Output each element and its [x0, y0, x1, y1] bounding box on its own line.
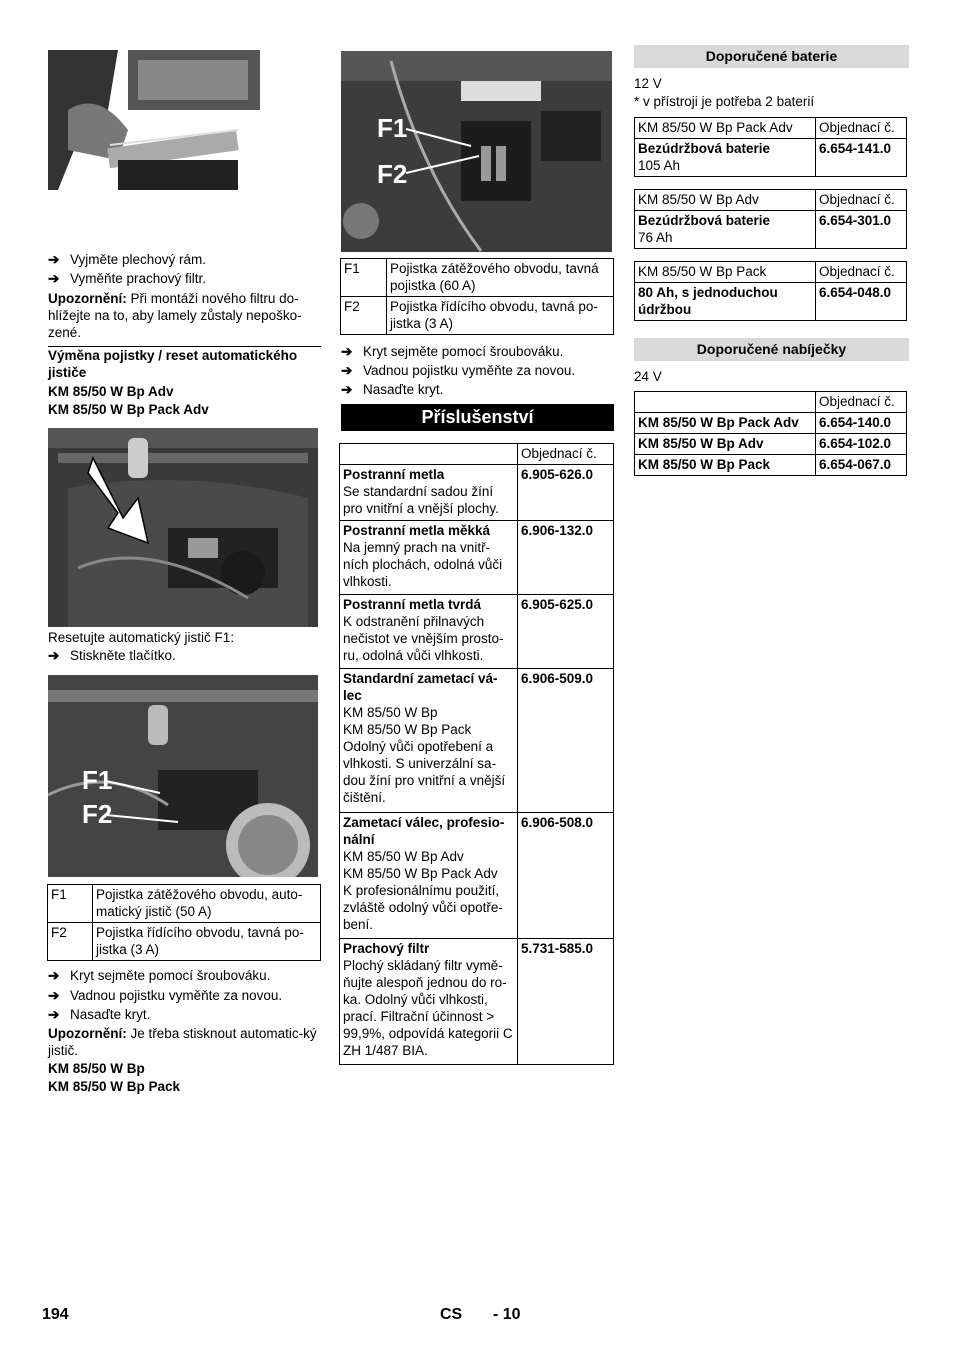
arrow-right-icon: ➔: [341, 382, 353, 397]
table-row: Standardní zametací vá-lec KM 85/50 W Bp KM 85/50 W Bp Pack Odolný vůči opotřebení a vlhkosti. S univerzální sa-dou žíní pro vnitřní a vnější čištění. 6.906-509.0: [340, 669, 614, 813]
fuse-table: [340, 258, 614, 335]
model-label: KM 85/50 W Bp Pack Adv: [48, 402, 209, 417]
step: ➔ Vyjměte plechový rám.: [48, 252, 207, 267]
f2-photo-label: F2: [82, 799, 113, 829]
arrow-right-icon: ➔: [341, 344, 353, 359]
model-label: KM 85/50 W Bp: [48, 1061, 145, 1076]
battery-table: KM 85/50 W Bp Adv Objednací č. Bezúdržbová baterie 76 Ah 6.654-301.0: [634, 189, 907, 249]
table-row: KM 85/50 W Bp Adv 6.654-102.0: [635, 434, 907, 455]
table-row: F2 Pojistka řídícího obvodu, tavná po-jistka (3 A): [341, 297, 614, 335]
table-row: F1 Pojistka zátěžového obvodu, tavná pojistka (60 A): [341, 259, 614, 297]
reset-text: Resetujte automatický jistič F1:: [48, 630, 235, 645]
charger-table: Objednací č. KM 85/50 W Bp Pack Adv 6.654-140.0 KM 85/50 W Bp Adv 6.654-102.0 KM 85/50 W Bp Pack 6.654-067.0: [634, 391, 907, 476]
table-row: Zametací válec, profesio-nální KM 85/50 W Bp Adv KM 85/50 W Bp Pack Adv K profesionálnímu použití, zvláště odolný vůči opotře-bení. 6.906-508.0: [340, 813, 614, 939]
table-row: KM 85/50 W Bp Pack Adv 6.654-140.0: [635, 413, 907, 434]
charger-voltage: 24 V: [634, 369, 662, 384]
fuse-holder-photo: [341, 51, 612, 252]
page-number: 194: [42, 1306, 69, 1323]
table-row: Postranní metla měkká Na jemný prach na vnitř-ních plochách, odolná vůči vlhkosti. 6.906-132.0: [340, 521, 614, 595]
battery-table: KM 85/50 W Bp Pack Adv Objednací č. Bezúdržbová baterie 105 Ah 6.654-141.0: [634, 117, 907, 177]
arrow-right-icon: ➔: [48, 648, 60, 663]
f1-photo-label: F1: [82, 765, 113, 795]
step: ➔ Nasaďte kryt.: [341, 382, 444, 397]
filter-replacement-photo: [48, 50, 260, 190]
f2-photo-label: F2: [377, 159, 408, 189]
chargers-title: Doporučené nabíječky: [634, 338, 909, 361]
table-row: F1 Pojistka zátěžového obvodu, auto-matický jistič (50 A): [48, 885, 321, 923]
model-label: KM 85/50 W Bp Adv: [48, 384, 174, 399]
table-row: KM 85/50 W Bp Pack 6.654-067.0: [635, 455, 907, 476]
arrow-right-icon: ➔: [341, 363, 353, 378]
table-row: Prachový filtr Plochý skládaný filtr vymě-ňujte alespoň jednou do ro-ka. Odolný vůči vlhkosti, prací. Filtrační účinnost > 99,9%, odpovídá kategorii C ZH 1/487 BIA. 5.731-585.0: [340, 939, 614, 1065]
arrow-right-icon: ➔: [48, 988, 60, 1003]
note: Upozornění: Je třeba stisknout automatic-ký jistič.: [48, 1026, 317, 1058]
note: Upozornění: Při montáži nového filtru do-hlížejte na to, aby lamely zůstaly nepoško-zené.: [48, 291, 302, 340]
arrow-right-icon: ➔: [48, 252, 60, 267]
arrow-right-icon: ➔: [48, 1007, 60, 1022]
table-row: Postranní metla tvrdá K odstranění přilnavých nečistot ve vnějším prosto-ru, odolná vůči vlhkosti. 6.905-625.0: [340, 595, 614, 669]
fuse-table: [47, 884, 321, 961]
step: ➔ Nasaďte kryt.: [48, 1007, 151, 1022]
table-row: Postranní metla Se standardní sadou žíní pro vnitřní a vnější plochy. 6.905-626.0: [340, 465, 614, 521]
step: ➔ Stiskněte tlačítko.: [48, 648, 176, 663]
arrow-right-icon: ➔: [48, 271, 60, 286]
battery-table: KM 85/50 W Bp Pack Objednací č. 80 Ah, s jednoduchou údržbou 6.654-048.0: [634, 261, 907, 321]
step: ➔ Vadnou pojistku vyměňte za novou.: [341, 363, 576, 378]
table-row: F2 Pojistka řídícího obvodu, tavná po-jistka (3 A): [48, 923, 321, 961]
accessories-table: [339, 443, 614, 1065]
table-header: Objednací č.: [340, 444, 614, 465]
sub-page-number: - 10: [493, 1306, 521, 1323]
language-code: CS: [440, 1306, 463, 1323]
step: ➔ Vyměňte prachový filtr.: [48, 271, 207, 286]
arrow-right-icon: ➔: [48, 968, 60, 983]
model-label: KM 85/50 W Bp Pack: [48, 1079, 181, 1094]
fuse-box-photo: [48, 675, 318, 877]
voltage: 12 V: [634, 76, 662, 91]
f1-photo-label: F1: [377, 113, 408, 143]
section-heading: Výměna pojistky / reset automatického jističe: [48, 348, 298, 380]
step: ➔ Kryt sejměte pomocí šroubováku.: [48, 968, 271, 983]
step: ➔ Vadnou pojistku vyměňte za novou.: [48, 988, 283, 1003]
section-title: Příslušenství: [341, 404, 614, 431]
batteries-title: Doporučené baterie: [634, 45, 909, 68]
battery-note: * v přístroji je potřeba 2 baterií: [634, 94, 815, 109]
breaker-photo: [48, 428, 318, 627]
step: ➔ Kryt sejměte pomocí šroubováku.: [341, 344, 564, 359]
